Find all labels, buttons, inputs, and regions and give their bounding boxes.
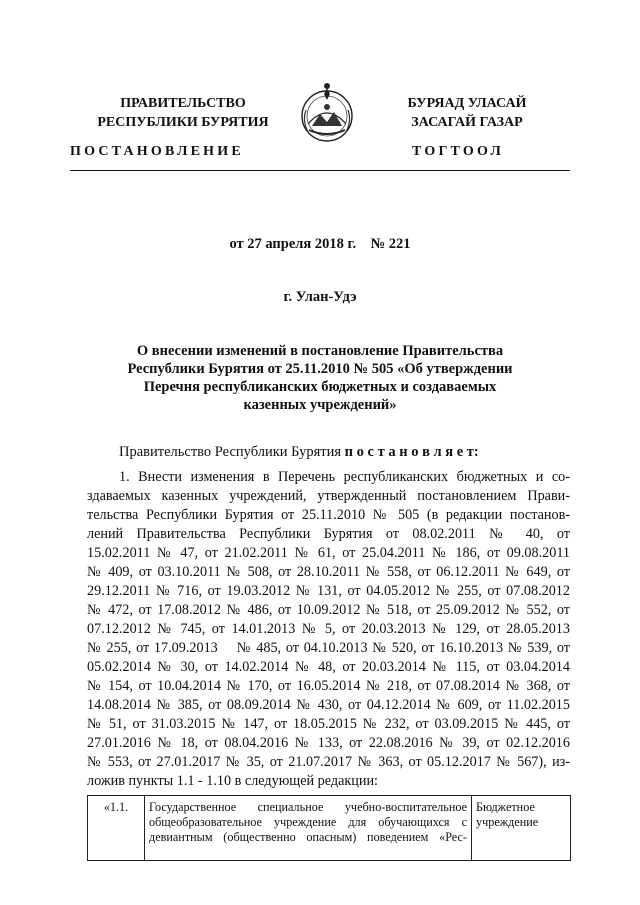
paragraph-line: 15.02.2011 № 47, от 21.02.2011 № 61, от 25.04.2011 № 186, от 09.08.2011 [87,545,570,561]
paragraph-line: № 472, от 17.08.2012 № 486, от 10.09.2012 № 518, от 25.09.2012 № 552, от [87,602,570,618]
table-cell-type [472,796,571,861]
decree-city: г. Улан-Удэ [283,289,357,305]
paragraph-line: 27.01.2016 № 18, от 08.04.2016 № 133, от 22.08.2016 № 39, от 02.12.2016 [87,735,570,751]
table-cell-number: «1.1. [88,796,145,861]
title-line: О внесении изменений в постановление Правительства [136,343,504,359]
institutions-table [87,795,571,861]
table-cell-type-line: Бюджетное [476,800,535,814]
decree-date-number: от 27 апреля 2018 г. № 221 [229,236,411,252]
header-right-line2: ЗАСАГАЙ ГАЗАР [411,115,523,130]
paragraph-line: № 553, от 27.01.2017 № 35, от 21.07.2017 № 363, от 05.12.2017 № 567), из- [87,754,570,770]
header-left-org [88,94,278,132]
paragraph-line: № 154, от 10.04.2014 № 170, от 16.05.2014 № 218, от 07.08.2014 № 368, от [87,678,570,694]
header-left-line1: ПРАВИТЕЛЬСТВО [120,96,246,111]
paragraph-line: тельства Республики Бурятия от 25.11.2010 № 505 (в редакции постанов- [87,507,570,523]
table-cell-name-line: девиантным (общественно опасным) поведением «Рес- [149,830,467,844]
doc-type-left: ПОСТАНОВЛЕНИЕ [70,144,244,159]
header-divider [70,170,570,171]
preamble-verb: п о с т а н о в л я е т: [344,444,479,460]
paragraph-line: 05.02.2014 № 30, от 14.02.2014 № 48, от 20.03.2014 № 115, от 03.04.2014 [87,659,570,675]
paragraph-line: 1. Внести изменения в Перечень республиканских бюджетных и со- [119,469,570,485]
paragraph-line: здаваемых казенных учреждений, утвержденный постановлением Прави- [87,488,570,504]
paragraph-line: № 51, от 31.03.2015 № 147, от 18.05.2015 № 232, от 03.09.2015 № 445, от [87,716,570,732]
header-right-line1: БУРЯАД УЛАСАЙ [407,96,527,111]
doc-type-right: ТОГТООЛ [412,144,505,159]
table-cell-name [145,796,472,861]
paragraph-line: 07.12.2012 № 745, от 14.01.2013 № 5, от 20.03.2013 № 129, от 28.05.2013 [87,621,570,637]
header-right-org [372,94,562,132]
table-cell-type-line: учреждение [476,815,539,829]
table-cell-name-line: Государственное специальное учебно-воспитательное [149,800,467,814]
paragraph-line: 14.08.2014 № 385, от 08.09.2014 № 430, от 04.12.2014 № 609, от 11.02.2015 [87,697,570,713]
table-cell-name-line: общеобразовательное учреждение для обучающихся с [149,815,467,829]
header-left-line2: РЕСПУБЛИКИ БУРЯТИЯ [97,115,269,130]
title-line: Перечня республиканских бюджетных и создаваемых [143,379,497,395]
title-line: Республики Бурятия от 25.11.2010 № 505 «Об утверждении [127,361,513,377]
paragraph-line: лений Правительства Республики Бурятия от 08.02.2011 № 40, от [87,526,570,542]
coat-of-arms-emblem [296,80,358,146]
paragraph-line: № 409, от 03.10.2011 № 508, от 28.10.2011 № 558, от 06.12.2011 № 649, от [87,564,570,580]
decree-title [70,342,570,414]
preamble [119,443,479,462]
paragraph-line: 29.12.2011 № 716, от 19.03.2012 № 131, от 04.05.2012 № 255, от 07.08.2012 [87,583,570,599]
title-line: казенных учреждений» [243,397,397,413]
table-row [88,796,571,861]
paragraph-line: № 255, от 17.09.2013 № 485, от 04.10.2013 № 520, от 16.10.2013 № 539, от [87,640,570,656]
paragraph-1 [87,468,570,791]
preamble-subject: Правительство Республики Бурятия [119,444,345,460]
paragraph-line: ложив пункты 1.1 - 1.10 в следующей редакции: [87,773,378,789]
